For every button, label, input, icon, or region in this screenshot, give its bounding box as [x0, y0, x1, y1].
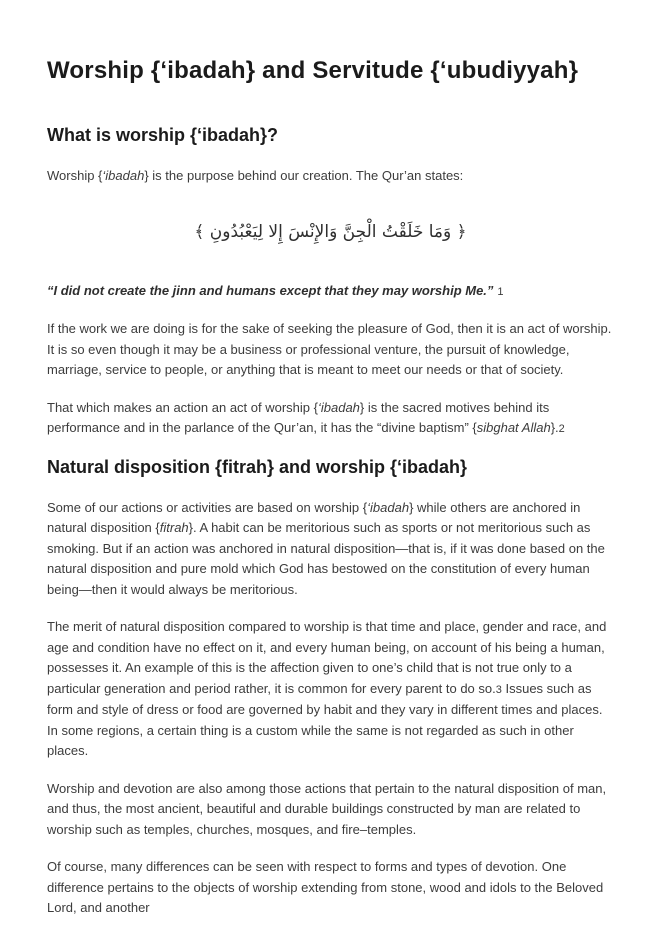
footnote-ref-3[interactable]: 3	[495, 683, 502, 696]
text-segment: Issues such as form and style of dress or food are governed by habit and they vary in different times and places. In some regions, a certain thing is a custom while the same is not regarded as such in other places.	[47, 680, 603, 758]
text-segment: }.	[550, 420, 559, 435]
section-heading-natural-disposition: Natural disposition {fitrah} and worship {‘ibadah}	[47, 456, 468, 477]
text-segment: Worship {	[47, 168, 103, 183]
quote-text: “I did not create the jinn and humans except that they may worship Me.”	[47, 282, 494, 298]
text-segment: } is the purpose behind our creation. The Qur’an states:	[144, 168, 464, 183]
paragraph-work-for-god: If the work we are doing is for the sake of seeking the pleasure of God, then it is an act of worship. It is so even though it may be a business or professional venture, the pursuit of knowledge, marriage, service to people, or anything that is meant to meet our needs or that of society.	[47, 321, 612, 377]
paragraph-intro	[47, 166, 614, 187]
quran-verse-arabic: ﴿ وَمَا خَلَقْتُ الْجِنَّ وَالإِنْسَ إِلا لِيَعْبُدُونِ ﴾	[194, 221, 467, 242]
text-segment-italic: ‘ibadah	[102, 168, 145, 183]
text-segment: }. A habit can be meritorious such as sports or not meritorious such as smoking. But if an action was anchored in natural disposition—that is, if it was done based on the natural disposition and pure mold which God has bestowed on the constitution of every human being—then it would always be meritorious.	[47, 520, 605, 597]
footnote-ref-1[interactable]: 1	[497, 285, 504, 298]
text-segment: Some of our actions or activities are based on worship {	[47, 499, 368, 515]
paragraph-merit-of-disposition	[47, 617, 614, 762]
section-heading-what-is-worship: What is worship {‘ibadah}?	[47, 125, 279, 145]
document-title: Worship {‘ibadah} and Servitude {‘ubudiyyah}	[47, 57, 579, 84]
text-segment-italic: fitrah	[159, 520, 189, 535]
text-segment: The merit of natural disposition compared to worship is that time and place, gender and race, and age and condition have no effect on it, and every human being, on account of his being a human, possesses it. An example of this is the affection given to one’s child that is not true only to a particular generation and period rather, it is common for every parent to do so.	[47, 619, 607, 696]
paragraph-fitrah-vs-ibadah	[47, 498, 614, 601]
text-segment: That which makes an action an act of worship {	[47, 399, 318, 415]
paragraph-forms-of-devotion: Of course, many differences can be seen with respect to forms and types of devotion. One difference pertains to the objects of worship extending from stone, wood and idols to the Beloved Lord, and another	[47, 859, 604, 915]
text-segment: } while others are anchored in natural disposition {	[47, 499, 581, 535]
paragraph-sacred-motives	[47, 398, 614, 440]
verse-translation-quote	[47, 281, 614, 303]
text-segment-italic: ‘ibadah	[317, 399, 360, 415]
text-segment-italic: sibghat Allah	[476, 420, 551, 435]
text-segment-italic: ‘ibadah	[367, 499, 410, 515]
paragraph-worship-buildings: Worship and devotion are also among those actions that pertain to the natural disposition of man, and thus, the most ancient, beautiful and durable buildings constructed by man are related to worship such as temples, churches, mosques, and fire–temples.	[47, 780, 607, 837]
text-segment: } is the sacred motives behind its performance and in the parlance of the Qur’an, it has the “divine baptism” {	[47, 399, 550, 435]
footnote-ref-2[interactable]: 2	[558, 423, 565, 435]
